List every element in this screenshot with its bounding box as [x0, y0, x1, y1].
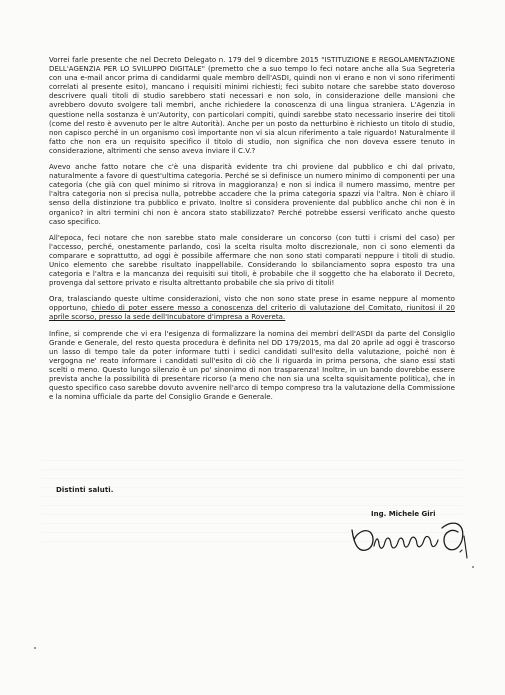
evaluation-request-underlined: chiedo di poter essere messo a conoscenza del criterio di valutazione del Comitato, riunitosi il 20 aprile scorso, presso la sede dell'Incubatore d'impresa a Rovereta.	[49, 304, 455, 322]
paper-speck	[34, 647, 36, 649]
closing-salutation: Distinti saluti.	[56, 486, 114, 494]
signature-name: Ing. Michele Giri	[371, 510, 436, 518]
paper-speck	[472, 566, 474, 568]
paragraph-evaluation-request	[49, 295, 455, 322]
paragraph-competition-suggestion: All'epoca, feci notare che non sarebbe stato male considerare un concorso (con tutti i crismi del caso) per l'accesso, perché, onestamente parlando, così la scelta risulta molto discrezionale, non ci sono elementi da comparare e soprattutto, ad oggi è possibile affermare che non sono stati comparati neppure i titoli di studio. Unico elemento che sarebbe risultato inappellabile. Considerando lo sbilanciamento sopra esposto tra una categoria e l'altra e la mancanza dei requisiti sui titoli, è probabile che il soggetto che ha elaborato il Decreto, provenga dal settore privato e risulta altrettanto probabile che sia privo di titoli!	[49, 233, 455, 288]
paragraph-decree-requirements: Vorrei farle presente che nel Decreto Delegato n. 179 del 9 dicembre 2015 "ISTITUZIONE E REGOLAMENTAZIONE DELL'AGENZIA PER LO SVILUPPO DIGITALE" (premetto che a suo tempo lo feci notare anche alla Sua Segreteria con una e-mail ancor prima di candidarmi quale membro dell'ASDI, quindi non vi erano e non vi sono riferimenti correlati al presente esito), mancano i requisiti minimi richiesti; feci subito notare che sarebbe stato doveroso descrivere quali titoli di studio sarebbero stati necessari e non solo, in considerazione delle mansioni che avrebbero dovuto svolgere tali membri, anche richiedere la conoscenza di una lingua straniera. L'Agenzia in questione nella sostanza è un'Autority, con particolari compiti, quindi sarebbe stato necessario inserire dei titoli (come del resto è avvenuto per le altre Autorità). Anche per un posto da netturbino è richiesto un titolo di studio, non capisco perché in un organismo così importante non vi sia alcun riferimento a tale riguardo! Naturalmente il fatto che non era un requisito specifico il titolo di studio, non significa che non doveva essere tenuto in considerazione, altrimenti che senso aveva inviare il C.V.?	[49, 56, 455, 155]
paragraph-public-private-disparity: Avevo anche fatto notare che c'è una disparità evidente tra chi proviene dal pubblico e chi dal privato, naturalmente a favore di quest'ultima categoria. Perché se si definisce un numero minimo di componenti per una categoria (che già con quel minimo si ritrova in maggioranza) e non si indica il numero massimo, mentre per l'altra categoria non si precisa nulla, potrebbe accadere che la prima categoria spazzi via l'altra. Non è chiaro il senso della distinzione tra pubblico e privato. Inoltre si considera proveniente dal pubblico anche chi non è in organico? in altri termini chi non è ancora stato stabilizzato? Perché potrebbe essersi verificato anche questo caso specifico.	[49, 163, 455, 226]
letter-body	[49, 56, 455, 409]
handwritten-signature	[344, 516, 476, 564]
evaluation-request-intro: Ora, tralasciando queste ultime considerazioni, visto che non sono state prese in esame neppure al momento opportuno,	[49, 295, 455, 313]
paragraph-nomination-transparency: Infine, si comprende che vi era l'esigenza di formalizzare la nomina dei membri dell'ASDI da parte del Consiglio Grande e Generale, del resto questa procedura è definita nel DD 179/2015, ma dal 20 aprile ad oggi è trascorso un lasso di tempo tale da poter informare tutti i sedici candidati sull'esito della valutazione, poiché non è vergogna ne' reato informare i candidati sull'esito di ciò che li riguarda in prima persona, che siano essi stati scelti o meno. Questo lungo silenzio è un po' sinonimo di non trasparenza! Inoltre, in un bando dovrebbe essere prevista anche la possibilità di presentare ricorso (a meno che non sia una scelta squisitamente politica), che in questo specifico caso sarebbe dovuto avvenire nell'arco di tempo compreso tra la valutazione della Commissione e la nomina ufficiale da parte del Consiglio Grande e Generale.	[49, 329, 455, 402]
